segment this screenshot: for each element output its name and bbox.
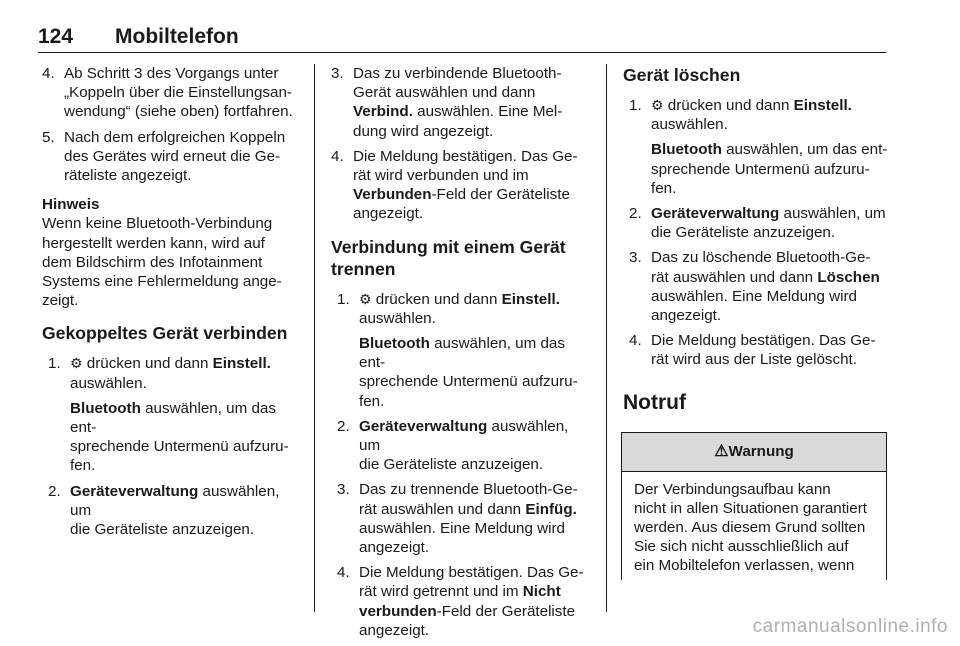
list-item: 5. Nach dem erfolgreichen Koppeln des Gerätes wird erneut die Ge‐ räteliste angezeigt. [42, 128, 286, 185]
note-text: Wenn keine Bluetooth-Verbindung hergestellt werden kann, wird auf dem Bildschirm des Infotainment Systems eine Fehlermeldung ange‐ zeigt. [42, 215, 282, 310]
section-heading-notruf: Notruf [623, 390, 686, 414]
list-item: 4. Die Meldung bestätigen. Das Ge‐ rät wird verbunden und im Verbunden-Feld der Geräteliste angezeigt. [331, 147, 578, 223]
warning-box [621, 432, 887, 580]
page-number: 124 [38, 25, 74, 48]
list-item: 3. Das zu trennende Bluetooth-Ge‐ rät auswählen und dann Einfüg. auswählen. Eine Meldung wird angezeigt. [337, 481, 578, 557]
list-item: 4. Die Meldung bestätigen. Das Ge‐ rät wird aus der Liste gelöscht. [629, 332, 876, 369]
section-heading: Gekoppeltes Gerät verbinden [42, 323, 288, 344]
warning-header: ⚠Warnung [622, 433, 886, 472]
list-item: 4. Ab Schritt 3 des Vorgangs unter „Koppeln über die Einstellungsan‐ wendung“ (siehe oben) fortfahren. [42, 65, 293, 121]
section-heading: Verbindung mit einem Gerät trennen [331, 236, 566, 279]
settings-gear-icon: ⚙ [359, 290, 372, 307]
list-item: 1. ⚙ drücken und dann Einstell. auswählen. Bluetooth auswählen, um das ent‐ sprechende Untermenü aufzuru‐ fen. [629, 97, 888, 197]
list-item: 1. ⚙ drücken und dann Einstell. auswählen. Bluetooth auswählen, um das ent‐ sprechende Untermenü aufzuru‐ fen. [337, 290, 578, 410]
warning-triangle-icon: ⚠ [714, 442, 729, 460]
column-middle [331, 64, 593, 646]
note-title: Hinweis [42, 196, 100, 214]
column-right [623, 64, 889, 580]
watermark: carmanualsonline.info [752, 616, 948, 637]
page-header [38, 24, 886, 53]
list-item: 2. Geräteverwaltung auswählen, um die Geräteliste anzuzeigen. [629, 205, 886, 242]
warning-text: Der Verbindungsaufbau kann nicht in allen Situationen garantiert werden. Aus diesem Grund sollten Sie sich nicht ausschließlich auf ein Mobiltelefon verlassen, wenn [634, 480, 868, 575]
list-item: 3. Das zu löschende Bluetooth-Ge‐ rät auswählen und dann Löschen auswählen. Eine Meldung wird angezeigt. [629, 249, 880, 325]
list-item: 2. Geräteverwaltung auswählen, um die Geräteliste anzuzeigen. [48, 482, 280, 539]
page-title: Mobiltelefon [115, 25, 239, 48]
settings-gear-icon: ⚙ [70, 355, 83, 372]
column-left [42, 64, 300, 545]
settings-gear-icon: ⚙ [651, 97, 664, 113]
list-item: 2. Geräteverwaltung auswählen, um die Geräteliste anzuzeigen. [337, 417, 569, 474]
column-divider [606, 64, 607, 612]
list-item: 1. ⚙ drücken und dann Einstell. auswählen. Bluetooth auswählen, um das ent‐ sprechende Untermenü aufzuru‐ fen. [48, 355, 289, 475]
list-item: 4. Die Meldung bestätigen. Das Ge‐ rät wird getrennt und im Nicht verbunden-Feld der Geräteliste angezeigt. [337, 564, 584, 639]
list-item: 3. Das zu verbindende Bluetooth- Gerät auswählen und dann Verbind. auswählen. Eine Mel‐ dung wird angezeigt. [331, 65, 563, 140]
section-heading: Gerät löschen [623, 65, 741, 85]
column-divider [314, 64, 315, 612]
